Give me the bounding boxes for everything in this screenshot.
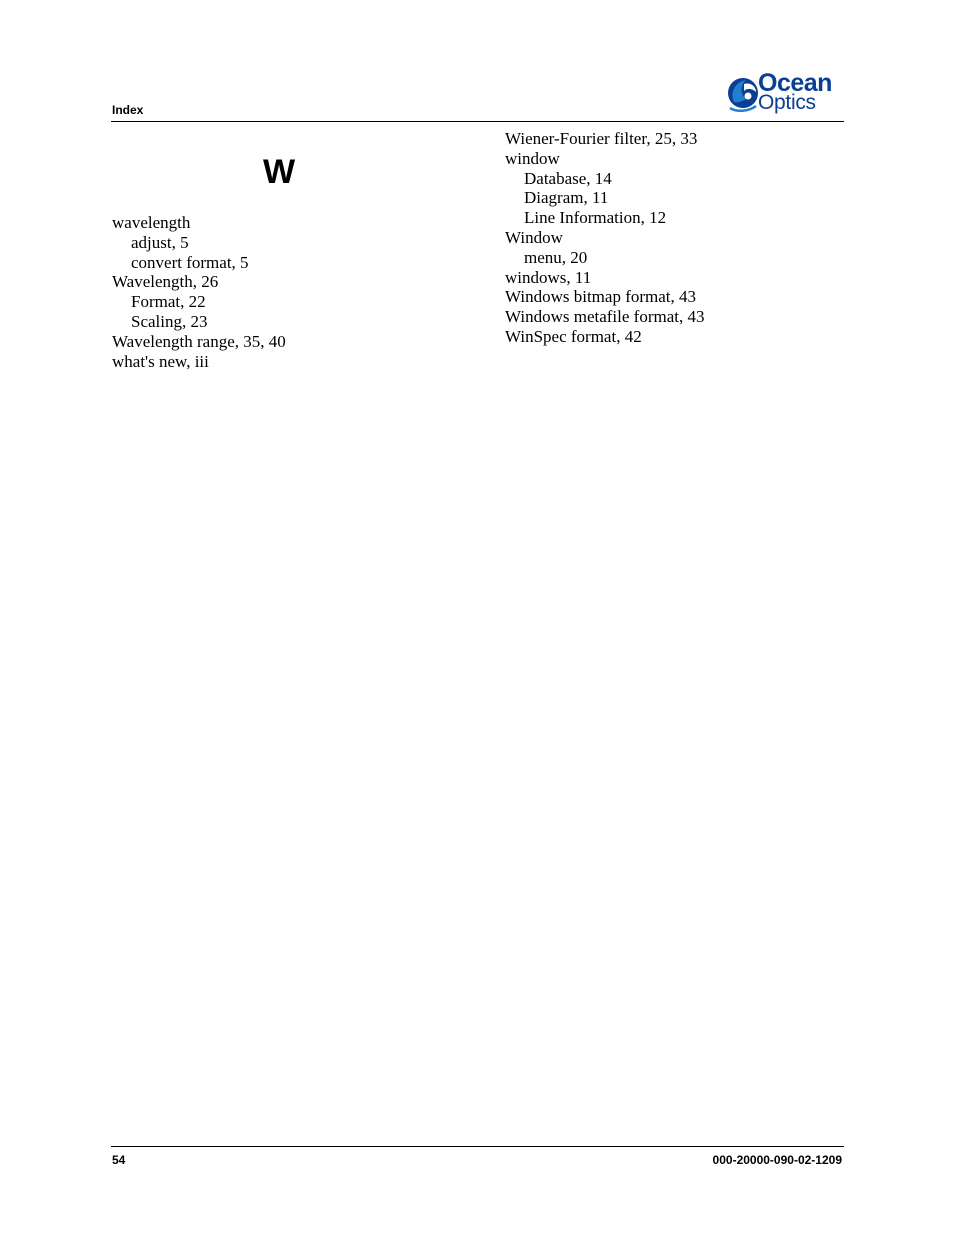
logo-word-ocean: Ocean <box>758 69 832 97</box>
index-entry: wavelength <box>112 213 191 232</box>
logo-word-optics: Optics <box>758 91 816 114</box>
index-section-letter: W <box>263 153 296 191</box>
index-column-left <box>112 213 286 371</box>
index-subentry: convert format, 5 <box>131 252 249 272</box>
index-entry: Wavelength, 26 <box>112 272 219 292</box>
section-header-label: Index <box>112 103 144 117</box>
ocean-optics-wave-icon <box>726 72 762 114</box>
index-subentry: Database, 14 <box>524 168 612 188</box>
index-subentry: Scaling, 23 <box>131 311 208 331</box>
index-entry: windows, 11 <box>505 267 592 287</box>
index-entry: what's new, iii <box>112 351 209 371</box>
index-subentry: menu, 20 <box>524 247 588 267</box>
index-entry: Wiener-Fourier filter, 25, 33 <box>505 129 698 148</box>
index-entry: WinSpec format, 42 <box>505 326 642 346</box>
index-entry: Window <box>505 227 563 247</box>
index-subentry: Diagram, 11 <box>524 188 609 208</box>
footer-divider <box>111 1146 844 1147</box>
index-subentry: Format, 22 <box>131 292 206 312</box>
index-subentry: adjust, 5 <box>131 232 189 252</box>
ocean-optics-logo <box>726 70 846 116</box>
page-number: 54 <box>112 1153 126 1167</box>
index-subentry: Line Information, 12 <box>524 208 667 228</box>
document-number: 000-20000-090-02-1209 <box>712 1153 842 1167</box>
index-entry: Windows bitmap format, 43 <box>505 287 697 307</box>
index-entry: Windows metafile format, 43 <box>505 307 705 327</box>
index-column-right <box>505 129 704 347</box>
index-entry: Wavelength range, 35, 40 <box>112 331 286 351</box>
index-entry: window <box>505 148 560 168</box>
header-divider <box>111 121 844 122</box>
